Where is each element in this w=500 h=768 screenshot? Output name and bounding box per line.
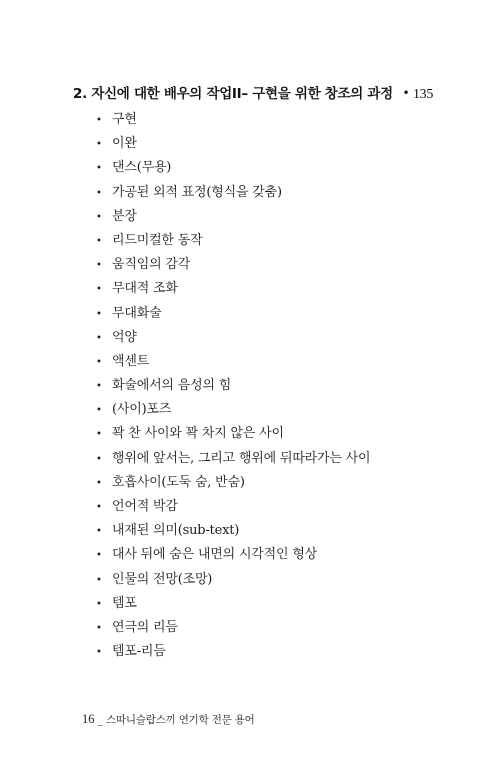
list-item — [96, 137, 370, 161]
footer-book-title: 스따니슬랍스끼 연기학 전문 용어 — [106, 714, 255, 726]
list-item-text: 꽉 찬 사이와 꽉 차지 않은 사이 — [112, 426, 284, 442]
list-item-text: 움직임의 감각 — [112, 257, 191, 273]
list-item-text: 리드미컬한 동작 — [112, 232, 203, 248]
footer-page-number: 16 — [82, 712, 95, 726]
list-bullet: • — [96, 453, 102, 465]
list-bullet: • — [96, 260, 102, 272]
list-bullet: • — [96, 139, 102, 151]
list-item-text: 호흡사이(도둑 숨, 반숨) — [112, 474, 245, 490]
list-bullet: • — [96, 332, 102, 344]
list-bullet: • — [96, 429, 102, 441]
list-item-text: 무대적 조화 — [112, 281, 178, 297]
list-item-text: (사이)포즈 — [112, 402, 172, 418]
list-item-text: 억양 — [112, 329, 137, 345]
list-bullet: • — [96, 622, 102, 634]
footer-separator: _ — [97, 713, 103, 726]
list-item — [96, 573, 370, 597]
page-footer — [82, 712, 255, 727]
list-bullet: • — [96, 284, 102, 296]
list-bullet: • — [96, 115, 102, 126]
list-item — [96, 524, 370, 548]
list-item — [96, 621, 370, 645]
list-item — [96, 307, 370, 331]
list-item-text: 템포-리듬 — [112, 644, 166, 660]
list-item — [96, 210, 370, 234]
list-item-text: 대사 뒤에 숨은 내면의 시각적인 형상 — [112, 547, 318, 563]
list-bullet: • — [96, 187, 102, 199]
list-item-text: 언어적 박감 — [112, 499, 178, 514]
list-item — [96, 258, 370, 282]
list-item-text: 가공된 외적 표정(형식을 갖춤) — [112, 184, 282, 200]
list-item — [96, 427, 370, 451]
list-item-text: 액센트 — [112, 353, 150, 369]
list-item-text: 인물의 전망(조망) — [112, 571, 213, 587]
list-item — [96, 161, 370, 185]
list-item — [96, 186, 370, 210]
heading-page-reference: 135 — [412, 87, 434, 102]
list-item — [96, 403, 370, 427]
list-item — [96, 113, 370, 137]
list-bullet: • — [96, 598, 102, 610]
list-bullet: • — [96, 405, 102, 417]
list-bullet: • — [96, 356, 102, 368]
list-item — [96, 282, 370, 306]
list-bullet: • — [96, 526, 102, 538]
list-bullet: • — [96, 477, 102, 489]
list-bullet: • — [96, 574, 102, 586]
list-bullet: • — [96, 550, 102, 562]
list-item — [96, 379, 370, 403]
term-list — [96, 113, 370, 669]
list-item-text: 템포 — [112, 595, 137, 611]
list-item — [96, 234, 370, 258]
list-item-text: 무대화술 — [112, 305, 162, 321]
list-item — [96, 331, 370, 355]
list-bullet: • — [96, 502, 102, 513]
list-item — [96, 645, 370, 669]
list-item-text: 이완 — [112, 136, 137, 152]
list-item — [96, 476, 370, 500]
list-item — [96, 500, 370, 524]
list-bullet: • — [96, 381, 102, 393]
list-item — [96, 355, 370, 379]
list-item-text: 화술에서의 음성의 힘 — [112, 378, 232, 394]
list-item-text: 연극의 리듬 — [112, 619, 178, 635]
list-item — [96, 452, 370, 476]
list-item-text: 행위에 앞서는, 그리고 행위에 뒤따라가는 사이 — [112, 450, 371, 466]
list-item-text: 내재된 의미(sub-text) — [112, 523, 240, 539]
list-item-text: 분장 — [112, 208, 137, 224]
list-item — [96, 548, 370, 572]
list-bullet: • — [96, 211, 102, 223]
list-bullet: • — [96, 647, 102, 659]
list-item — [96, 597, 370, 621]
heading-bullet: • — [402, 88, 409, 99]
list-item-text: 구현 — [112, 112, 137, 127]
section-heading-text: 2. 자신에 대한 배우의 작업II– 구현을 위한 창조의 과정 — [73, 86, 393, 102]
list-item-text: 댄스(무용) — [112, 160, 172, 176]
list-bullet: • — [96, 163, 102, 175]
list-bullet: • — [96, 308, 102, 320]
section-heading — [73, 82, 493, 103]
list-bullet: • — [96, 235, 102, 247]
